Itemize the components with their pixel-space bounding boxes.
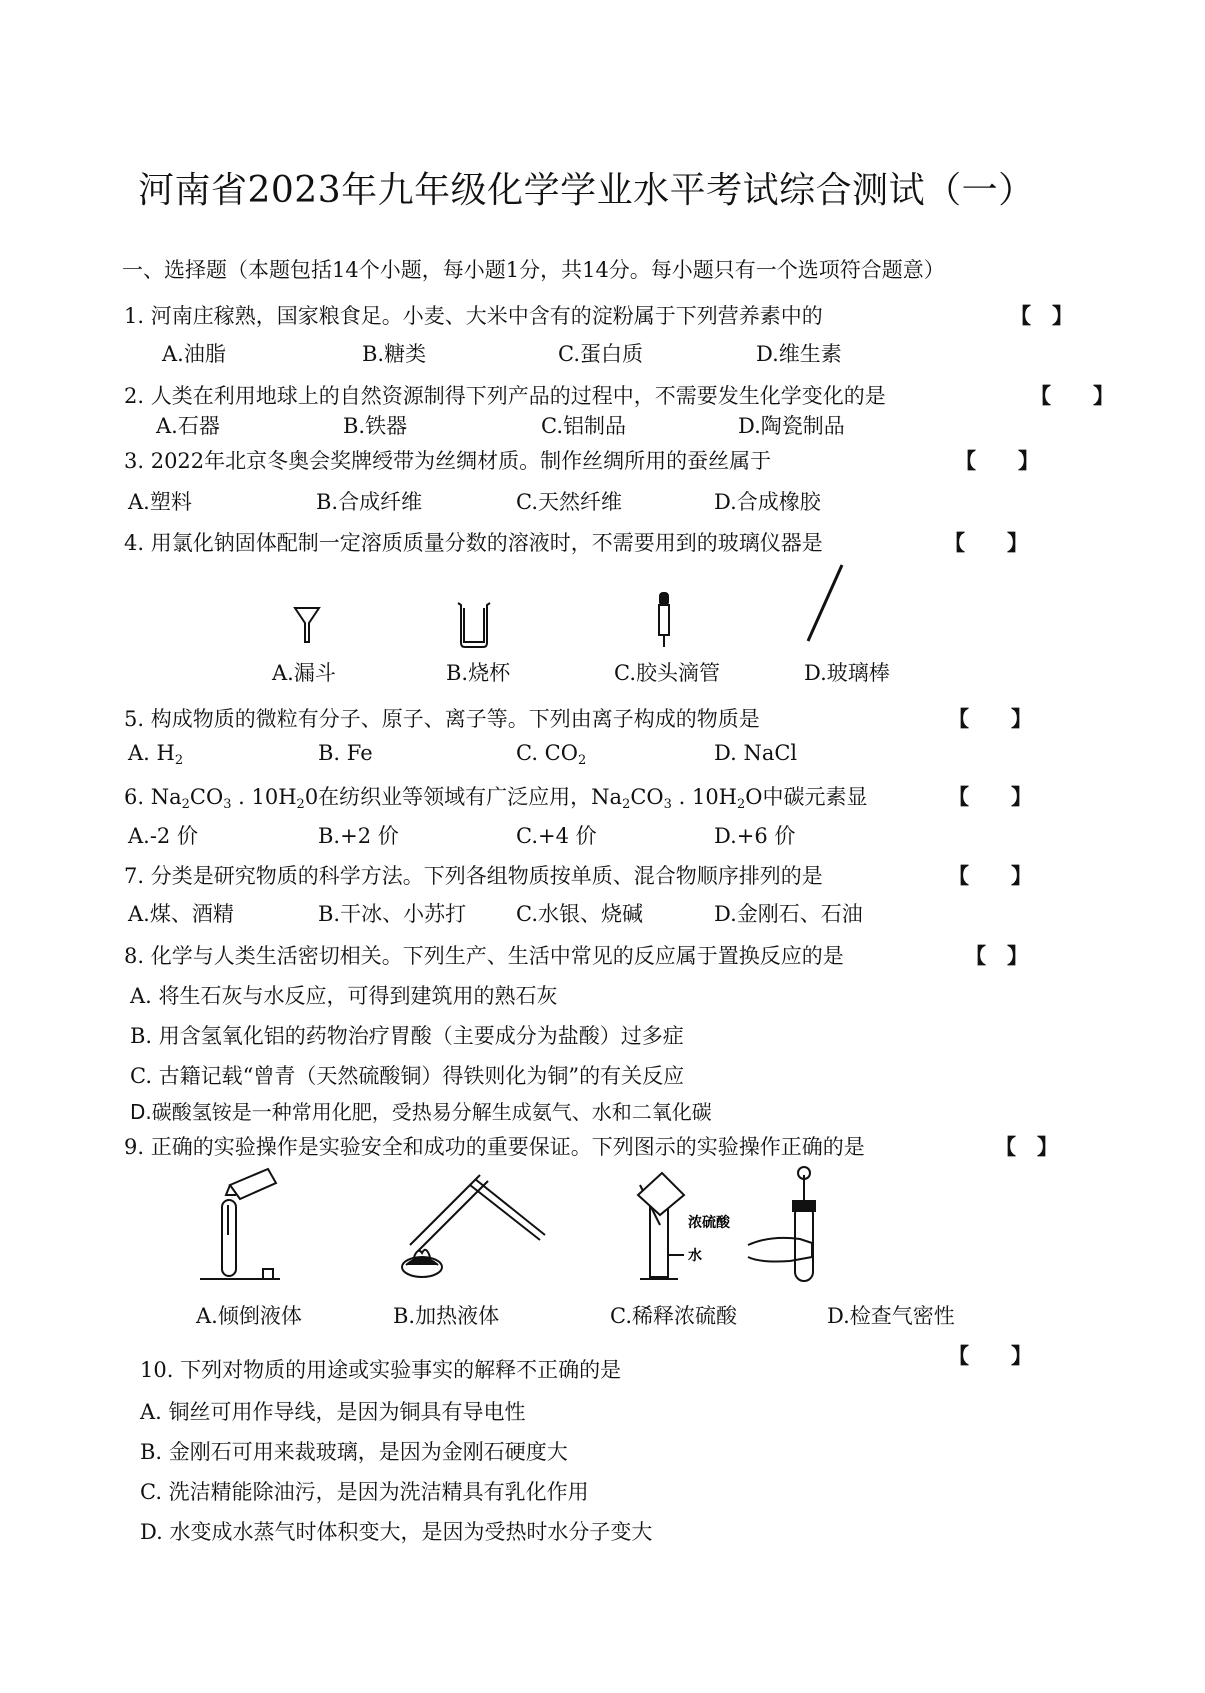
question-8-answer-bracket[interactable]: 【 】 <box>965 943 1028 968</box>
question-3-option-b: B.合成纤维 <box>316 490 423 514</box>
question-2-answer-bracket[interactable]: 【 】 <box>1030 383 1114 408</box>
question-7-stem: 7. 分类是研究物质的科学方法。下列各组物质按单质、混合物顺序排列的是 <box>124 864 823 888</box>
question-6-option-c: C.+4 价 <box>516 824 597 848</box>
question-6-stem: 6. $Na_2CO_3$ . $10H_20$在纺织业等领域有广泛应用，$Na_2CO_3$ . $10H_2O$中碳元素显 <box>124 785 868 812</box>
question-8-option-c: C. 古籍记载“曾青（天然硫酸铜）得铁则化为铜”的有关反应 <box>130 1064 685 1088</box>
question-5-answer-bracket[interactable]: 【 】 <box>948 706 1032 731</box>
pouring-liquid-icon <box>200 1169 280 1279</box>
question-5-option-a: A. $H_2$ <box>128 741 184 768</box>
question-9-option-b: B.加热液体 <box>393 1304 500 1328</box>
question-7-answer-bracket[interactable]: 【 】 <box>948 863 1032 888</box>
question-8-option-d: D.碳酸氢铵是一种常用化肥，受热易分解生成氨气、水和二氧化碳 <box>130 1100 712 1124</box>
question-10-option-c: C. 洗洁精能除油污，是因为洗洁精具有乳化作用 <box>140 1480 589 1504</box>
question-6-option-d: D.+6 价 <box>714 824 796 848</box>
question-10-option-d: D. 水变成水蒸气时体积变大，是因为受热时水分子变大 <box>140 1520 653 1544</box>
question-9-answer-bracket[interactable]: 【 】 <box>995 1134 1058 1159</box>
question-3-stem: 3. 2022年北京冬奥会奖牌绶带为丝绸材质。制作丝绸所用的蚕丝属于 <box>124 449 772 473</box>
question-1-option-a: A.油脂 <box>162 342 226 366</box>
question-7-option-c: C.水银、烧碱 <box>516 902 643 926</box>
question-9-option-a: A.倾倒液体 <box>196 1304 302 1328</box>
question-2-option-d: D.陶瓷制品 <box>738 414 845 438</box>
question-1-option-b: B.糖类 <box>362 342 427 366</box>
question-8-option-a: A. 将生石灰与水反应，可得到建筑用的熟石灰 <box>130 984 558 1008</box>
question-2-stem: 2. 人类在利用地球上的自然资源制得下列产品的过程中，不需要发生化学变化的是 <box>124 384 886 408</box>
question-1-stem: 1. 河南庄稼熟，国家粮食足。小麦、大米中含有的淀粉属于下列营养素中的 <box>124 304 823 328</box>
question-1-option-c: C.蛋白质 <box>558 342 643 366</box>
beaker-icon <box>458 603 490 647</box>
question-8-stem: 8. 化学与人类生活密切相关。下列生产、生活中常见的反应属于置换反应的是 <box>124 944 844 968</box>
question-5-stem: 5. 构成物质的微粒有分子、原子、离子等。下列由离子构成的物质是 <box>124 707 760 731</box>
question-5-option-c: C. $CO_2$ <box>516 741 587 768</box>
question-9-option-d: D.检查气密性 <box>827 1304 955 1328</box>
question-3-answer-bracket[interactable]: 【 】 <box>955 448 1039 473</box>
question-9-option-c: C.稀释浓硫酸 <box>610 1304 737 1328</box>
question-3-option-c: C.天然纤维 <box>516 490 622 514</box>
question-10-option-a: A. 铜丝可用作导线，是因为铜具有导电性 <box>140 1400 526 1424</box>
section-heading: 一、选择题（本题包括14个小题，每小题1分，共14分。每小题只有一个选项符合题意） <box>122 258 945 282</box>
question-4-option-a: A.漏斗 <box>272 661 336 685</box>
question-9-stem: 9. 正确的实验操作是实验安全和成功的重要保证。下列图示的实验操作正确的是 <box>124 1135 865 1159</box>
dropper-icon <box>659 593 669 647</box>
question-2-option-a: A.石器 <box>156 414 220 438</box>
question-5-option-d: D. NaCl <box>714 741 798 765</box>
question-6-answer-bracket[interactable]: 【 】 <box>948 784 1032 809</box>
heating-liquid-icon <box>402 1175 545 1277</box>
question-3-option-a: A.塑料 <box>128 490 192 514</box>
question-4-answer-bracket[interactable]: 【 】 <box>944 530 1028 555</box>
question-2-option-b: B.铁器 <box>343 414 408 438</box>
lab-operations-figure <box>200 1165 900 1285</box>
question-3-option-d: D.合成橡胶 <box>714 490 821 514</box>
question-7-option-a: A.煤、酒精 <box>128 902 234 926</box>
question-5-option-b: B. Fe <box>318 741 373 765</box>
airtightness-check-icon <box>748 1167 815 1281</box>
page-title: 河南省2023年九年级化学学业水平考试综合测试（一） <box>138 170 1035 211</box>
question-10-stem: 10. 下列对物质的用途或实验事实的解释不正确的是 <box>140 1358 622 1382</box>
question-7-option-b: B.干冰、小苏打 <box>318 902 467 926</box>
funnel-icon <box>295 608 319 642</box>
question-10-option-b: B. 金刚石可用来裁玻璃，是因为金刚石硬度大 <box>140 1440 568 1464</box>
question-1-answer-bracket[interactable]: 【 】 <box>1010 303 1073 328</box>
question-6-option-b: B.+2 价 <box>318 824 399 848</box>
question-8-option-b: B. 用含氢氧化铝的药物治疗胃酸（主要成分为盐酸）过多症 <box>130 1024 684 1048</box>
question-4-option-c: C.胶头滴管 <box>614 661 720 685</box>
question-6-option-a: A.-2 价 <box>128 824 198 848</box>
label-water: 水 <box>688 1248 702 1264</box>
question-4-option-b: B.烧杯 <box>446 661 511 685</box>
question-7-option-d: D.金刚石、石油 <box>714 902 863 926</box>
label-concentrated-acid: 浓硫酸 <box>688 1215 730 1231</box>
question-4-option-d: D.玻璃棒 <box>804 661 890 685</box>
question-2-option-c: C.铝制品 <box>541 414 626 438</box>
question-1-option-d: D.维生素 <box>756 342 842 366</box>
glassware-figure <box>285 565 825 645</box>
glass-rod-icon <box>808 565 842 641</box>
question-4-stem: 4. 用氯化钠固体配制一定溶质质量分数的溶液时，不需要用到的玻璃仪器是 <box>124 531 823 555</box>
diluting-acid-icon <box>638 1173 684 1279</box>
question-10-answer-bracket[interactable]: 【 】 <box>948 1343 1032 1368</box>
